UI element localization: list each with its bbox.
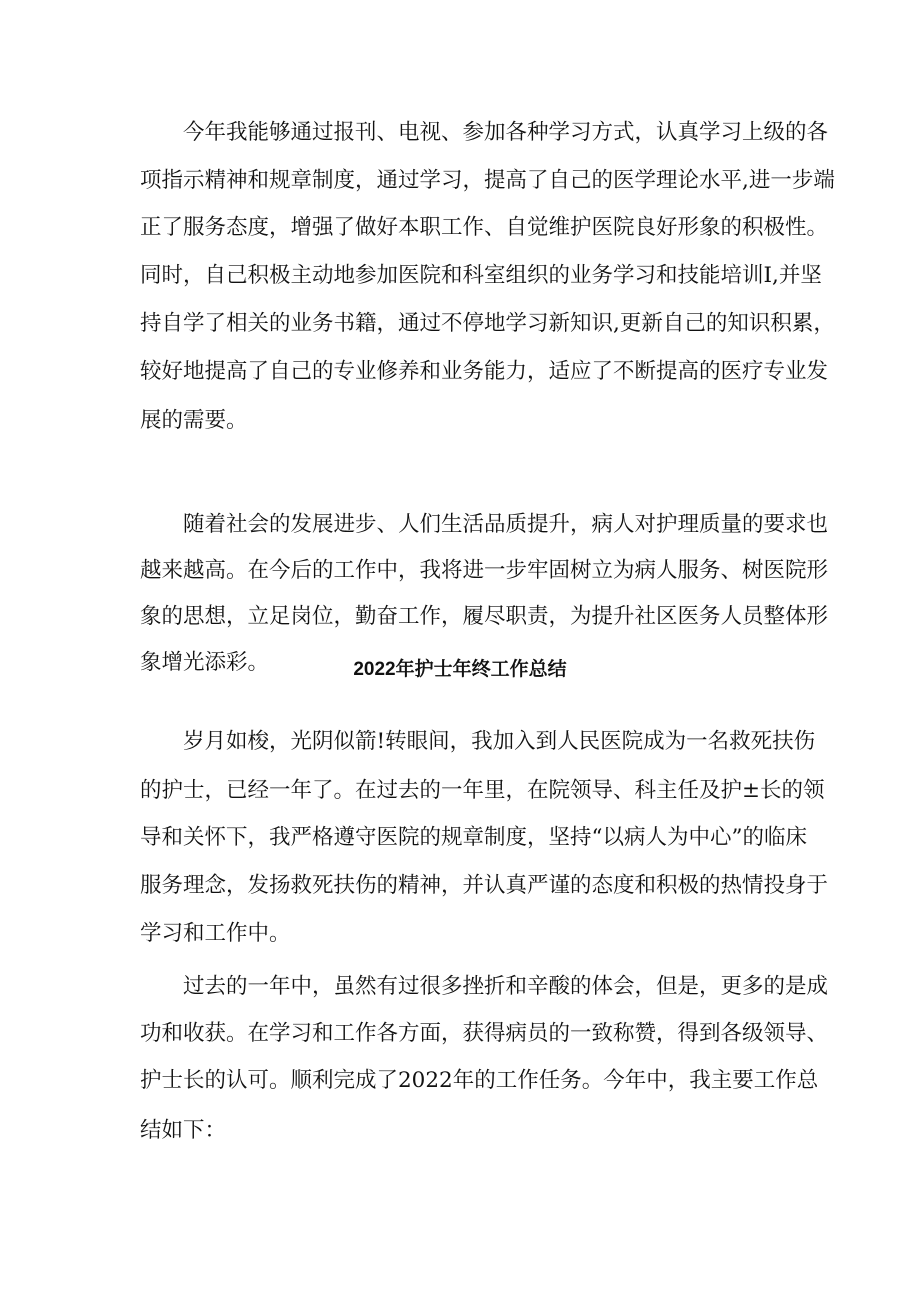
text-line: 项指示精神和规章制度，通过学习，提高了自己的医学理论水平,进一步端: [140, 168, 835, 193]
text-line: 导和关怀下，我严格遵守医院的规章制度，坚持“以病人为中心”的临床: [140, 825, 807, 850]
text-line: 今年我能够通过报刊、电视、参加各种学习方式，认真学习上级的各: [183, 120, 829, 145]
text-line: 护士长的认可。顺利完成了2022年的工作任务。今年中，我主要工作总: [140, 1068, 819, 1093]
text-line: 随着社会的发展进步、人们生活品质提升，病人对护理质量的要求也: [183, 512, 829, 537]
section-title: 2022年护士年终工作总结: [353, 659, 567, 680]
text-line: 学习和工作中。: [140, 921, 291, 946]
text-line: 持自学了相关的业务书籍，通过不停地学习新知识,更新自己的知识积累，: [140, 311, 835, 336]
text-line: 象的思想，立足岗位，勤奋工作，履尽职责，为提升社区医务人员整体形: [140, 604, 829, 629]
text-line: 服务理念，发扬救死扶伤的精神，并认真严谨的态度和积极的热情投身于: [140, 873, 829, 898]
text-line: 功和收获。在学习和工作各方面，获得病员的一致称赞，得到各级领导、: [140, 1021, 829, 1046]
text-line: 的护士，已经一年了。在过去的一年里，在院领导、科主任及护±长的领: [140, 778, 825, 803]
text-line: 同时，自己积极主动地参加医院和科室组织的业务学习和技能培训I,并坚: [140, 263, 822, 288]
text-line: 越来越高。在今后的工作中，我将进一步牢固树立为病人服务、树医院形: [140, 558, 829, 583]
text-line: 正了服务态度，增强了做好本职工作、自觉维护医院良好形象的积极性。: [140, 215, 829, 240]
text-line: 象增光添彩。: [140, 650, 270, 675]
text-line: 结如下：: [140, 1118, 227, 1143]
text-line: 过去的一年中，虽然有过很多挫折和辛酸的体会，但是，更多的是成: [183, 974, 829, 999]
text-line: 展的需要。: [140, 408, 248, 433]
text-line: 较好地提高了自己的专业修养和业务能力，适应了不断提高的医疗专业发: [140, 359, 829, 384]
text-line: 岁月如梭，光阴似箭!转眼间，我加入到人民医院成为一名救死扶伤: [183, 729, 816, 754]
